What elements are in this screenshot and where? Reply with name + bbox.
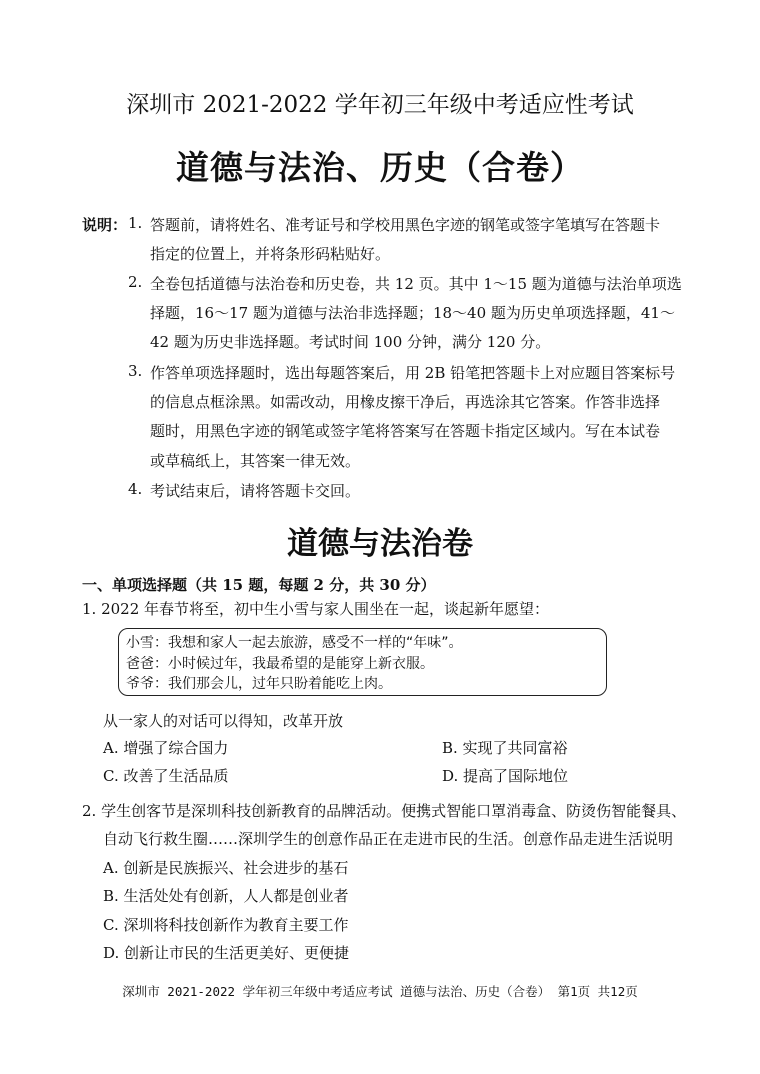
- question-prompt: 从一家人的对话可以得知，改革开放: [103, 712, 344, 730]
- instruction-line: 指定的位置上，并将条形码粘贴好。: [150, 245, 391, 263]
- instruction-number: 1.: [128, 214, 143, 232]
- option-a: A. 创新是民族振兴、社会进步的基石: [103, 859, 349, 877]
- instruction-number: 3.: [128, 362, 143, 380]
- dialog-line: 小雪：我想和家人一起去旅游，感受不一样的“年味”。: [126, 635, 463, 651]
- option-a: A. 增强了综合国力: [103, 739, 229, 757]
- instruction-line: 42 题为历史非选择题。考试时间 100 分钟，满分 120 分。: [150, 333, 551, 351]
- option-d: D. 提高了国际地位: [442, 767, 569, 785]
- question-stem: 自动飞行救生圈……深圳学生的创意作品正在走进市民的生活。创意作品走进生活说明: [103, 830, 674, 848]
- instructions-label: 说明：: [82, 216, 128, 234]
- instruction-line: 作答单项选择题时，选出每题答案后，用 2B 铅笔把答题卡上对应题目答案标号: [150, 364, 676, 382]
- option-c: C. 改善了生活品质: [103, 767, 229, 785]
- question-stem: 1. 2022 年春节将至，初中生小雪与家人围坐在一起，谈起新年愿望：: [82, 600, 550, 618]
- section-title: 道德与法治卷: [287, 526, 473, 562]
- instruction-number: 2.: [128, 273, 143, 291]
- question-stem: 2. 学生创客节是深圳科技创新教育的品牌活动。便携式智能口罩消毒盒、防烫伤智能餐具、: [82, 802, 687, 820]
- option-c: C. 深圳将科技创新作为教育主要工作: [103, 916, 349, 934]
- instruction-number: 4.: [128, 480, 143, 498]
- main-title: 道德与法治、历史（合卷）: [176, 148, 584, 187]
- dialog-line: 爷爷：我们那会儿，过年只盼着能吃上肉。: [126, 676, 392, 692]
- instruction-line: 或草稿纸上，其答案一律无效。: [150, 452, 361, 470]
- dialog-line: 爸爸：小时候过年，我最希望的是能穿上新衣服。: [126, 656, 434, 672]
- page-footer: 深圳市 2021-2022 学年初三年级中考适应考试 道德与法治、历史（合卷） 第1页 共12页: [122, 984, 638, 999]
- instruction-line: 答题前，请将姓名、准考证号和学校用黑色字迹的钢笔或签字笔填写在答题卡: [150, 216, 661, 234]
- instruction-line: 考试结束后，请将答题卡交回。: [150, 482, 361, 500]
- instruction-line: 全卷包括道德与法治卷和历史卷，共 12 页。其中 1～15 题为道德与法治单项选: [150, 275, 682, 293]
- instruction-line: 的信息点框涂黑。如需改动，用橡皮擦干净后，再选涂其它答案。作答非选择: [150, 393, 661, 411]
- instruction-line: 题时，用黑色字迹的钢笔或签字笔将答案写在答题卡指定区域内。写在本试卷: [150, 422, 661, 440]
- section-heading: 一、单项选择题（共 15 题，每题 2 分，共 30 分）: [82, 576, 436, 594]
- instruction-line: 择题，16～17 题为道德与法治非选择题；18～40 题为历史单项选择题，41～: [150, 304, 675, 322]
- option-b: B. 生活处处有创新，人人都是创业者: [103, 887, 349, 905]
- option-b: B. 实现了共同富裕: [442, 739, 568, 757]
- option-d: D. 创新让市民的生活更美好、更便捷: [103, 944, 350, 962]
- exam-title: 深圳市 2021-2022 学年初三年级中考适应性考试: [126, 92, 634, 118]
